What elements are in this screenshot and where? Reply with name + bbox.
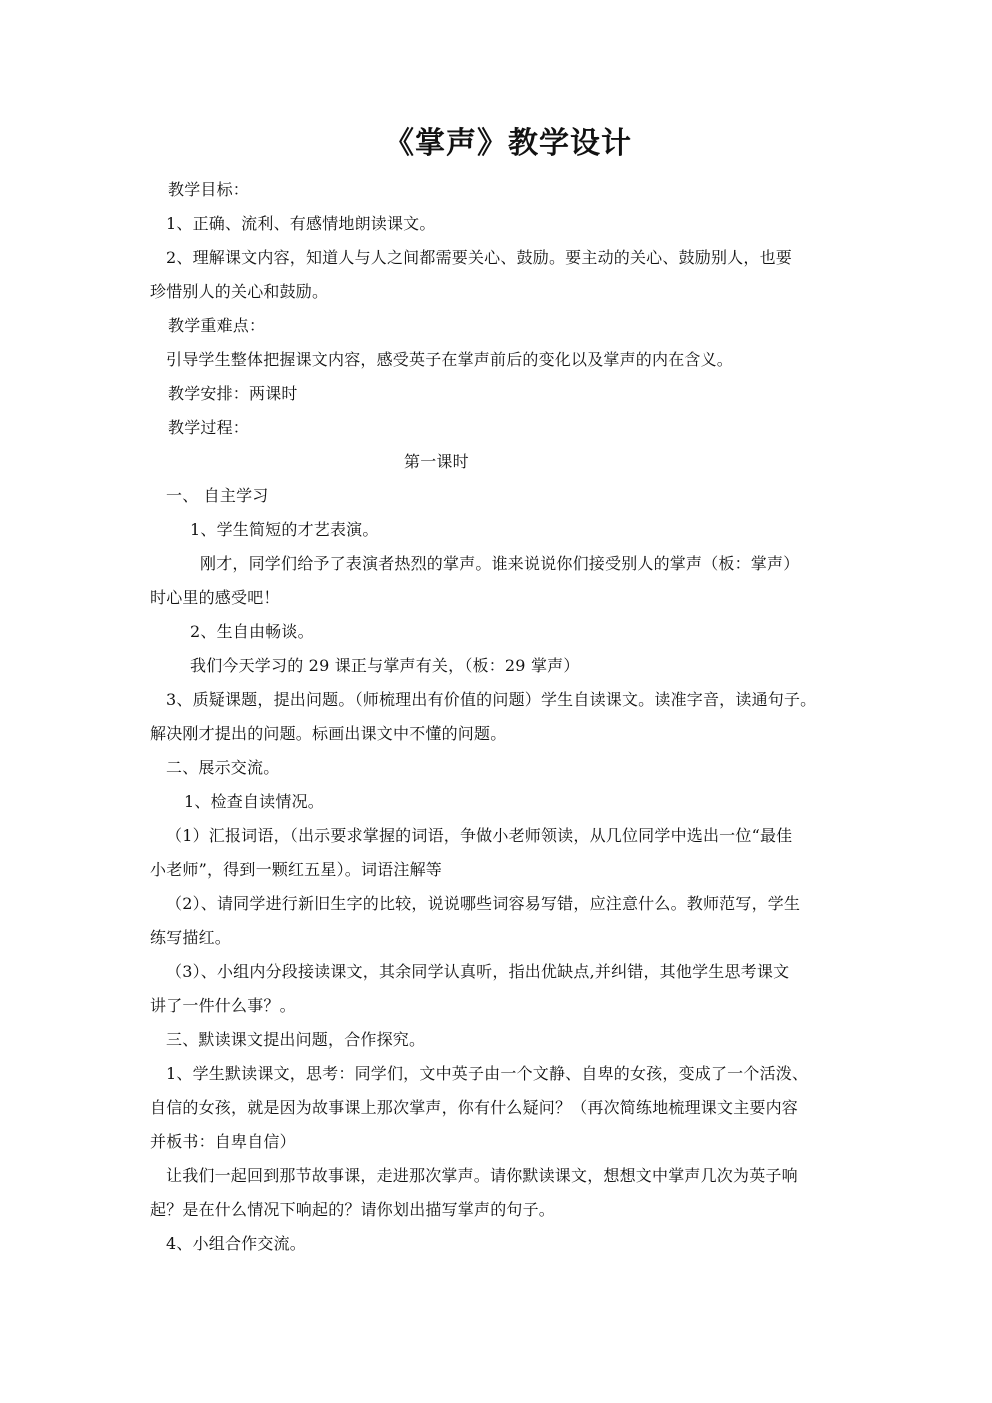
document-title: 《掌声》教学设计: [384, 126, 632, 161]
text-line: 解决刚才提出的问题。标画出课文中不懂的问题。: [150, 724, 507, 743]
text-line: （2）、请同学进行新旧生字的比较，说说哪些词容易写错，应注意什么。教师范写，学生: [166, 894, 801, 913]
text-line: 3、质疑课题，提出问题。（师梳理出有价值的问题）学生自读课文。读准字音，读通句子。: [166, 690, 817, 709]
text-line: 2、生自由畅谈。: [190, 622, 314, 641]
text-line: （1）汇报词语，（出示要求掌握的词语，争做小老师领读，从几位同学中选出一位“最佳: [166, 826, 793, 845]
text-line: 让我们一起回到那节故事课，走进那次掌声。请你默读课文，想想文中掌声几次为英子响: [166, 1166, 798, 1185]
text-line: 1、学生默读课文，思考：同学们，文中英子由一个文静、自卑的女孩，变成了一个活泼、: [166, 1064, 809, 1083]
text-line: 1、检查自读情况。: [184, 792, 324, 811]
text-line: 起？是在什么情况下响起的？请你划出描写掌声的句子。: [150, 1200, 556, 1219]
text-line: 1、正确、流利、有感情地朗读课文。: [166, 214, 436, 233]
text-line: 练写描红。: [150, 928, 232, 947]
text-line: 三、默读课文提出问题，合作探究。: [166, 1030, 426, 1049]
text-line: 教学过程：: [168, 418, 250, 437]
text-line: 自信的女孩，就是因为故事课上那次掌声，你有什么疑问？（再次简练地梳理课文主要内容: [150, 1098, 799, 1117]
text-line: 并板书：自卑自信）: [150, 1132, 296, 1151]
text-line: 教学目标：: [168, 180, 250, 199]
text-line: 1、学生简短的才艺表演。: [190, 520, 379, 539]
text-line: （3）、小组内分段接读课文，其余同学认真听，指出优缺点,并纠错，其他学生思考课文: [166, 962, 790, 981]
text-line: 刚才，同学们给予了表演者热烈的掌声。谁来说说你们接受别人的掌声（板：掌声）: [200, 554, 800, 573]
text-line: 教学安排：两课时: [168, 384, 298, 403]
text-line: 珍惜别人的关心和鼓励。: [150, 282, 329, 301]
text-line: 二、展示交流。: [166, 758, 280, 777]
text-line: 我们今天学习的 29 课正与掌声有关，（板：29 掌声）: [190, 656, 580, 675]
text-line: 教学重难点：: [168, 316, 266, 335]
text-line: 讲了一件什么事？。: [150, 996, 296, 1015]
text-line: 引导学生整体把握课文内容，感受英子在掌声前后的变化以及掌声的内在含义。: [166, 350, 734, 369]
text-line: 小老师”，得到一颗红五星）。词语注解等: [150, 860, 442, 879]
text-line: 4、小组合作交流。: [166, 1234, 306, 1253]
text-line: 时心里的感受吧！: [150, 588, 280, 607]
text-line: 一、 自主学习: [166, 486, 269, 505]
text-line: 2、理解课文内容，知道人与人之间都需要关心、鼓励。要主动的关心、鼓励别人，也要: [166, 248, 792, 267]
section-heading: 第一课时: [404, 452, 469, 471]
